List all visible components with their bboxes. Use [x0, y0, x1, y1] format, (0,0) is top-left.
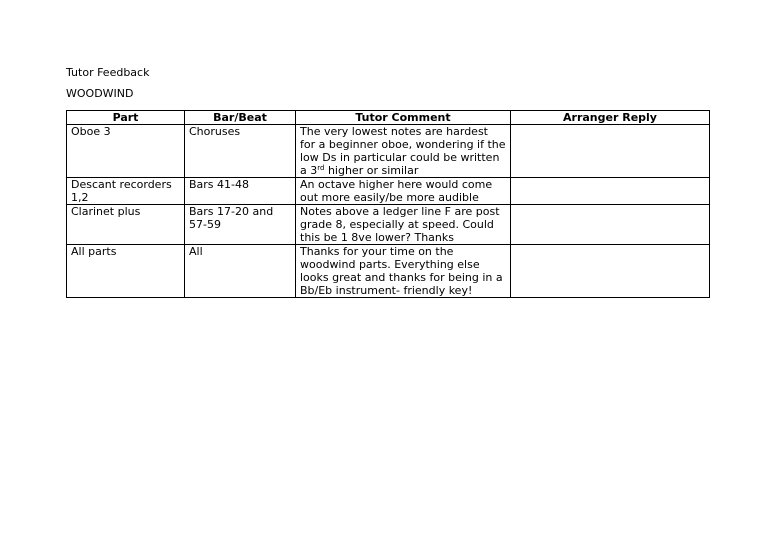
cell-part: All parts — [67, 245, 185, 298]
comment-text: The very lowest notes are hardest for a beginner oboe, wondering if the low Ds in particular could be written a 3 — [300, 125, 506, 177]
cell-bar-beat: Choruses — [185, 125, 296, 178]
section-heading: WOODWIND — [66, 87, 134, 100]
header-tutor-comment: Tutor Comment — [296, 111, 511, 125]
ordinal-suffix: rd — [317, 164, 325, 172]
header-part: Part — [67, 111, 185, 125]
comment-text-end: higher or similar — [324, 164, 419, 177]
cell-arranger-reply[interactable] — [511, 178, 710, 205]
cell-tutor-comment — [296, 125, 511, 178]
cell-bar-beat: All — [185, 245, 296, 298]
header-arranger-reply: Arranger Reply — [511, 111, 710, 125]
cell-bar-beat: Bars 17-20 and 57-59 — [185, 205, 296, 245]
table-row — [67, 125, 710, 178]
cell-part: Oboe 3 — [67, 125, 185, 178]
table-row — [67, 245, 710, 298]
cell-tutor-comment: Thanks for your time on the woodwind parts. Everything else looks great and thanks for being in a Bb/Eb instrument- friendly key! — [296, 245, 511, 298]
feedback-table — [66, 110, 710, 298]
cell-tutor-comment: Notes above a ledger line F are post grade 8, especially at speed. Could this be 1 8ve lower? Thanks — [296, 205, 511, 245]
table-header-row — [67, 111, 710, 125]
table-row — [67, 205, 710, 245]
document-title: Tutor Feedback — [66, 66, 150, 79]
cell-arranger-reply[interactable] — [511, 125, 710, 178]
cell-part: Descant recorders 1,2 — [67, 178, 185, 205]
cell-arranger-reply[interactable] — [511, 245, 710, 298]
table-row — [67, 178, 710, 205]
cell-part: Clarinet plus — [67, 205, 185, 245]
cell-tutor-comment: An octave higher here would come out more easily/be more audible — [296, 178, 511, 205]
header-bar-beat: Bar/Beat — [185, 111, 296, 125]
cell-arranger-reply[interactable] — [511, 205, 710, 245]
cell-bar-beat: Bars 41-48 — [185, 178, 296, 205]
